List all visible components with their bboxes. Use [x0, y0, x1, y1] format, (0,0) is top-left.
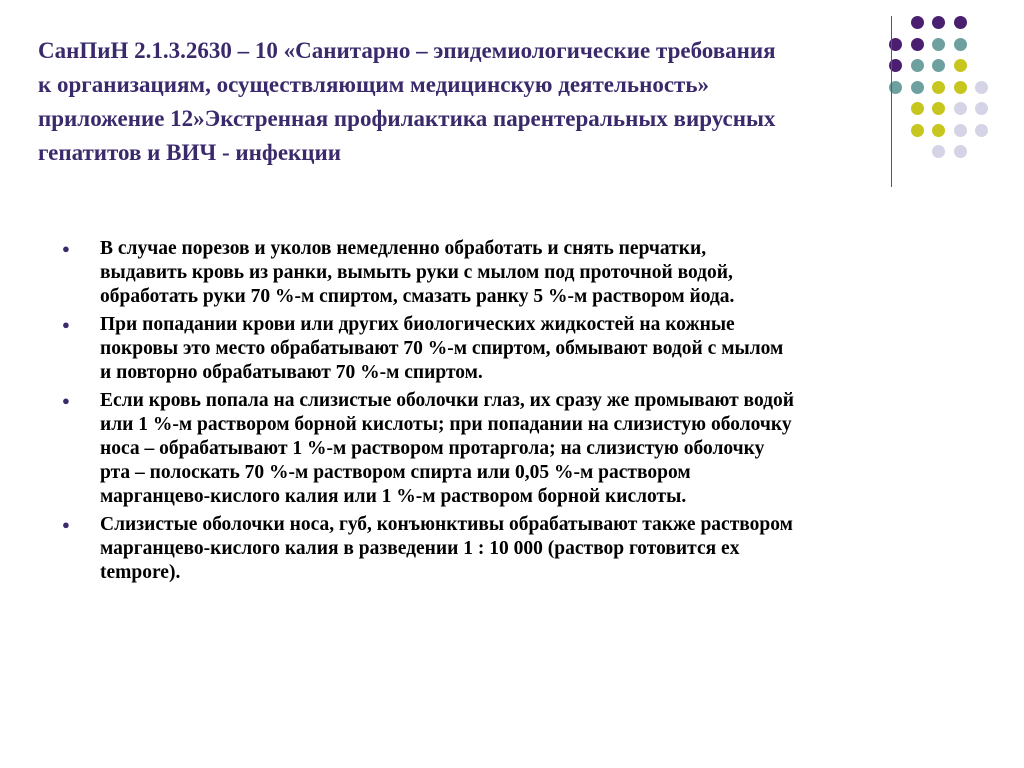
bullet-text: [100, 389, 972, 509]
bullet-text: [100, 313, 972, 385]
decorative-dot: [911, 16, 924, 29]
slide-title-line: приложение 12»Экстренная профилактика парентеральных вирусных: [38, 106, 776, 131]
bullet-icon: ●: [62, 393, 70, 408]
bullet-line: обработать руки 70 %-м спиртом, смазать ранку 5 %-м раствором йода.: [100, 286, 735, 307]
bullet-line: Слизистые оболочки носа, губ, конъюнктивы обрабатывают также раствором: [100, 514, 793, 535]
bullet-item: [62, 237, 972, 309]
bullet-list: [62, 237, 972, 589]
bullet-line: марганцево-кислого калия в разведении 1 : 10 000 (раствор готовится ex: [100, 538, 740, 559]
bullet-line: марганцево-кислого калия или 1 %-м раствором борной кислоты.: [100, 486, 687, 507]
bullet-item: [62, 313, 972, 385]
slide-title-line: к организациям, осуществляющим медицинскую деятельность»: [38, 72, 709, 97]
bullet-line: Если кровь попала на слизистые оболочки глаз, их сразу же промывают водой: [100, 390, 794, 411]
bullet-text: [100, 513, 972, 585]
bullet-line: рта – полоскать 70 %-м раствором спирта или 0,05 %-м раствором: [100, 462, 691, 483]
bullet-line: выдавить кровь из ранки, вымыть руки с мылом под проточной водой,: [100, 262, 733, 283]
bullet-text: [100, 237, 972, 309]
bullet-line: При попадании крови или других биологических жидкостей на кожные: [100, 314, 735, 335]
bullet-icon: ●: [62, 241, 70, 256]
decorative-dot: [975, 81, 988, 94]
decorative-dot: [975, 124, 988, 137]
slide-title-line: гепатитов и ВИЧ - инфекции: [38, 140, 342, 165]
bullet-icon: ●: [62, 517, 70, 532]
bullet-line: В случае порезов и уколов немедленно обработать и снять перчатки,: [100, 238, 707, 259]
bullet-line: носа – обрабатывают 1 %-м раствором протаргола; на слизистую оболочку: [100, 438, 765, 459]
bullet-item: [62, 389, 972, 509]
bullet-icon: ●: [62, 317, 70, 332]
bullet-line: и повторно обрабатывают 70 %-м спиртом.: [100, 362, 483, 383]
decorative-dot: [954, 16, 967, 29]
decorative-dot: [975, 102, 988, 115]
slide-title: [38, 34, 958, 170]
decorative-dot: [932, 16, 945, 29]
bullet-line: покровы это место обрабатывают 70 %-м спиртом, обмывают водой с мылом: [100, 338, 784, 359]
bullet-line: tempore).: [100, 562, 181, 583]
slide-title-line: СанПиН 2.1.3.2630 – 10 «Санитарно – эпидемиологические требования: [38, 38, 776, 63]
bullet-item: [62, 513, 972, 585]
bullet-line: или 1 %-м раствором борной кислоты; при попадании на слизистую оболочку: [100, 414, 792, 435]
